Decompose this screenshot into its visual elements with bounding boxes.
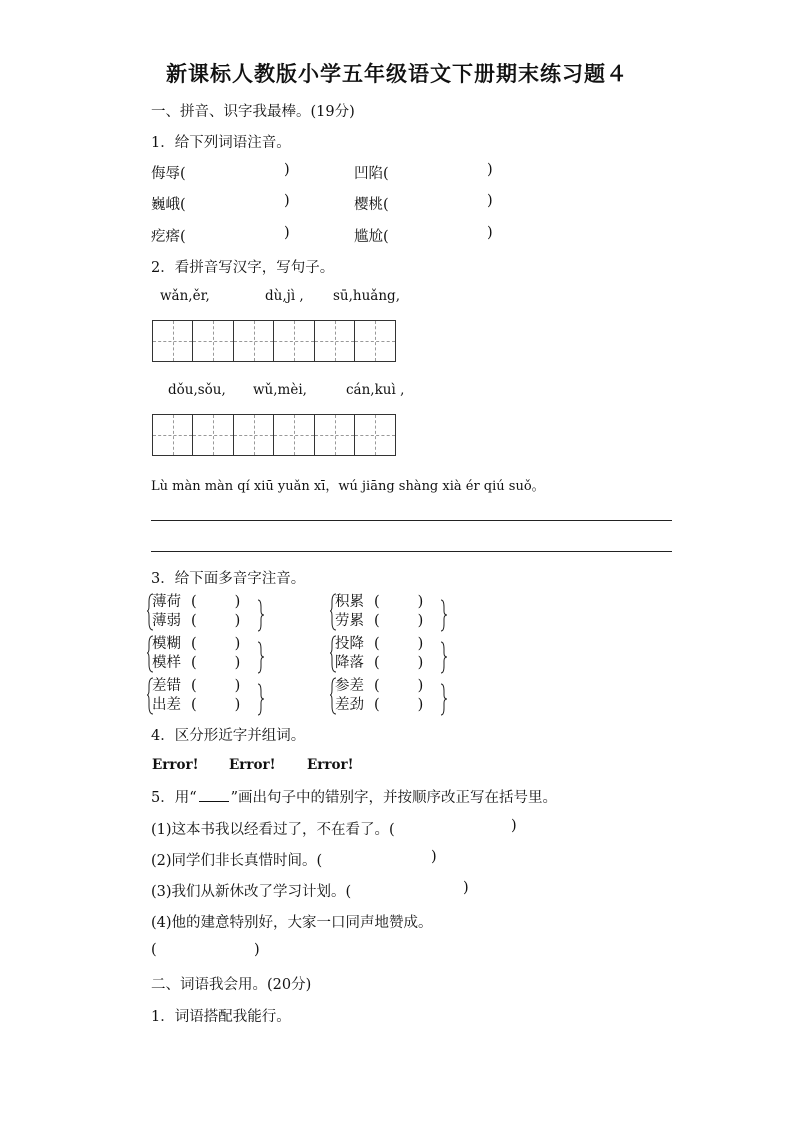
close-paren: ) xyxy=(463,880,469,896)
word: 降落 xyxy=(335,655,364,671)
pinyin-label: wǎn,ěr, xyxy=(160,288,210,304)
q5-prompt: 5．用“ ”画出句子中的错别字，并按顺序改正写在括号里。 xyxy=(151,790,558,806)
close-paren: ) xyxy=(284,162,290,178)
section2-q1-prompt: 1．词语搭配我能行。 xyxy=(151,1009,291,1025)
section1-heading: 一、拼音、识字我最棒。(19分) xyxy=(151,104,355,120)
q4-prompt: 4．区分形近字并组词。 xyxy=(151,728,306,744)
word-item: 凹陷( xyxy=(354,166,389,182)
polyphone-group: 积累 ( ) 劳累 ( ) xyxy=(335,594,424,629)
close-paren: ) xyxy=(284,193,290,209)
writing-box[interactable] xyxy=(152,320,234,362)
section2-heading: 二、词语我会用。(20分) xyxy=(151,977,312,993)
close-paren: ) xyxy=(254,942,260,958)
polyphone-group: 模糊 ( ) 模样 ( ) xyxy=(152,636,241,671)
word: 积累 xyxy=(335,594,364,610)
word: 劳累 xyxy=(335,613,364,629)
error-text: Error! xyxy=(152,757,199,773)
pinyin-label: dù,jì , xyxy=(265,288,304,304)
answer-line[interactable] xyxy=(151,551,672,552)
word-item: 尴尬( xyxy=(354,229,389,245)
pinyin-label: cán,kuì , xyxy=(346,382,405,398)
q1-prompt: 1．给下列词语注音。 xyxy=(151,135,291,151)
error-text: Error! xyxy=(307,757,354,773)
word: 模样 xyxy=(152,655,181,671)
pinyin-label: sū,huǎng, xyxy=(333,288,400,304)
word: 差错 xyxy=(152,678,181,694)
q5-item: (4)他的建意特别好，大家一口同声地赞成。 xyxy=(151,915,433,931)
close-paren: ) xyxy=(487,162,493,178)
open-paren: ( xyxy=(151,942,157,958)
word-item: 疙瘩( xyxy=(151,229,186,245)
close-paren: ) xyxy=(284,225,290,241)
brace-icon xyxy=(146,592,154,720)
word: 模糊 xyxy=(152,636,181,652)
word: 差劲 xyxy=(335,697,364,713)
writing-box[interactable] xyxy=(234,320,315,362)
word: 薄弱 xyxy=(152,613,181,629)
word: 参差 xyxy=(335,678,364,694)
word: 投降 xyxy=(335,636,364,652)
word-item: 侮辱( xyxy=(151,166,186,182)
q5-item: (1)这本书我以经看过了，不在看了。( xyxy=(151,822,395,838)
close-paren: ) xyxy=(431,849,437,865)
underline-sample xyxy=(199,789,229,802)
brace-icon xyxy=(329,592,337,720)
q5-item: (2)同学们非长真惜时间。( xyxy=(151,853,323,869)
polyphone-group: 薄荷 ( ) 薄弱 ( ) xyxy=(152,594,241,629)
q5-item: (3)我们从新休改了学习计划。( xyxy=(151,884,352,900)
close-paren: ) xyxy=(487,225,493,241)
word: 薄荷 xyxy=(152,594,181,610)
polyphone-group: 参差 ( ) 差劲 ( ) xyxy=(335,678,424,713)
brace-icon xyxy=(257,598,265,716)
pinyin-label: wǔ,mèi, xyxy=(253,382,307,398)
word-item: 樱桃( xyxy=(354,197,389,213)
brace-icon xyxy=(440,598,448,716)
writing-box[interactable] xyxy=(152,414,234,456)
error-text: Error! xyxy=(229,757,276,773)
close-paren: ) xyxy=(511,818,517,834)
writing-box[interactable] xyxy=(234,414,315,456)
writing-box[interactable] xyxy=(315,414,396,456)
word: 出差 xyxy=(152,697,181,713)
writing-grid-row-1 xyxy=(152,320,396,362)
page-title: 新课标人教版小学五年级语文下册期末练习题４ xyxy=(166,61,628,86)
q3-prompt: 3．给下面多音字注音。 xyxy=(151,571,306,587)
pinyin-label: dǒu,sǒu, xyxy=(168,382,226,398)
polyphone-group: 差错 ( ) 出差 ( ) xyxy=(152,678,241,713)
answer-line[interactable] xyxy=(151,520,672,521)
close-paren: ) xyxy=(487,193,493,209)
writing-grid-row-2 xyxy=(152,414,396,456)
pinyin-sentence: Lù màn màn qí xiū yuǎn xī，wú jiāng shàng xià ér qiú suǒ。 xyxy=(151,479,545,494)
word-item: 巍峨( xyxy=(151,197,186,213)
q2-prompt: 2．看拼音写汉字，写句子。 xyxy=(151,260,335,276)
polyphone-group: 投降 ( ) 降落 ( ) xyxy=(335,636,424,671)
writing-box[interactable] xyxy=(315,320,396,362)
